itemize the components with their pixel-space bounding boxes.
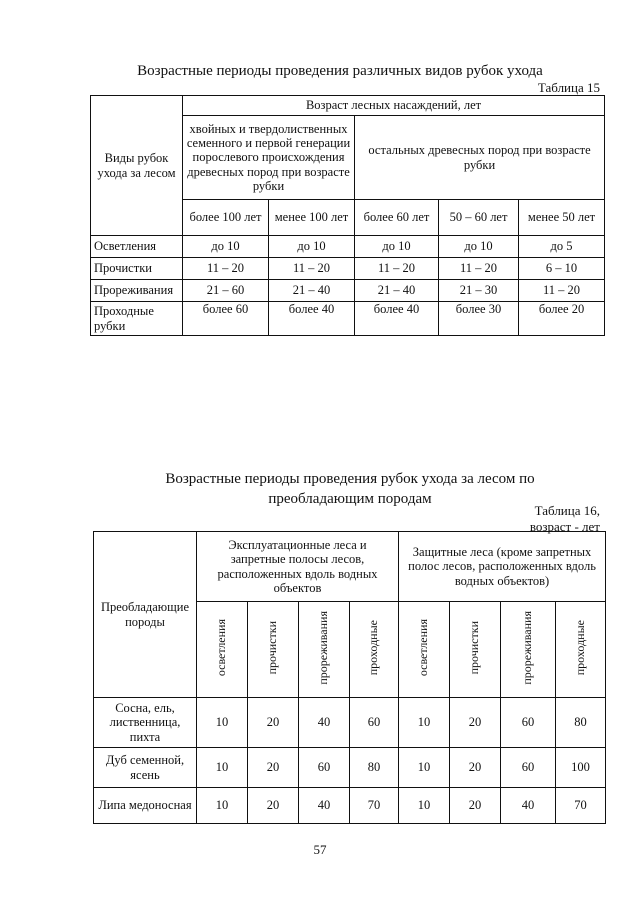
table15-column-header: 50 – 60 лет xyxy=(439,200,519,236)
table15-row-name: Проходные рубки xyxy=(91,302,183,336)
table16-column-label: прочистки xyxy=(265,621,280,675)
table16-cell: 20 xyxy=(248,748,299,788)
table15-cell: более 40 xyxy=(355,302,439,336)
table16-cell: 40 xyxy=(299,788,350,824)
table15-cell: 6 – 10 xyxy=(519,258,605,280)
table16-cell: 20 xyxy=(450,788,501,824)
table16-column-header xyxy=(248,602,299,698)
table16-unit: возраст - лет xyxy=(529,519,600,535)
table16-column-header xyxy=(197,602,248,698)
page-number: 57 xyxy=(313,842,327,857)
table16-group1-header: Эксплуатационные леса и запретные полосы лесов, расположенных вдоль водных объектов xyxy=(197,532,399,602)
table16-cell: 100 xyxy=(556,748,606,788)
table16-column-label: проходные xyxy=(572,620,587,676)
table16-number: Таблица 16, xyxy=(534,503,600,518)
table16-column-label: прореживания xyxy=(520,610,535,685)
table16-row xyxy=(94,748,606,788)
table15-cell: 11 – 20 xyxy=(439,258,519,280)
table16-column-label: осветления xyxy=(416,619,431,677)
table16-cell: 60 xyxy=(350,698,399,748)
table15-label: Таблица 15 xyxy=(537,80,600,95)
table15-cell: 21 – 60 xyxy=(183,280,269,302)
table15-row xyxy=(91,258,605,280)
table16-cell: 40 xyxy=(299,698,350,748)
table16-cell: 10 xyxy=(399,748,450,788)
table16-cell: 20 xyxy=(450,698,501,748)
table16-cell: 10 xyxy=(197,698,248,748)
table16-column-label: прореживания xyxy=(316,610,331,685)
table15-cell: более 30 xyxy=(439,302,519,336)
table15-row xyxy=(91,236,605,258)
table16-row xyxy=(94,698,606,748)
table15-group2-header: остальных древесных пород при возрасте рубки xyxy=(355,116,605,200)
table16-cell: 70 xyxy=(350,788,399,824)
table15-column-header: менее 100 лет xyxy=(269,200,355,236)
table15-row-name: Прореживания xyxy=(91,280,183,302)
table16-column-label: проходные xyxy=(366,620,381,676)
table16-cell: 10 xyxy=(399,698,450,748)
table15-cell: 11 – 20 xyxy=(355,258,439,280)
table15-row xyxy=(91,280,605,302)
table16-cell: 20 xyxy=(248,788,299,824)
table16-cell: 10 xyxy=(197,788,248,824)
table15-cell: до 5 xyxy=(519,236,605,258)
table16-group2-header: Защитные леса (кроме запретных полос лесов, расположенных вдоль водных объектов) xyxy=(399,532,606,602)
table15-cell: до 10 xyxy=(183,236,269,258)
table16-title: Возрастные периоды проведения рубок ухода за лесом по преобладающим породам xyxy=(165,471,535,507)
table16-column-header xyxy=(399,602,450,698)
table16-row-header: Преобладающие породы xyxy=(94,532,197,698)
table15-cell: более 40 xyxy=(269,302,355,336)
table16-cell: 10 xyxy=(399,788,450,824)
table16-column-header xyxy=(450,602,501,698)
table16-cell: 20 xyxy=(248,698,299,748)
table15-cell: 21 – 40 xyxy=(355,280,439,302)
table15-cell: до 10 xyxy=(355,236,439,258)
table15-title: Возрастные периоды проведения различных видов рубок ухода xyxy=(137,63,543,79)
table15-column-header: менее 50 лет xyxy=(519,200,605,236)
table16-cell: 60 xyxy=(501,748,556,788)
table16-row-name: Дуб семенной, ясень xyxy=(94,748,197,788)
table15-cell: более 20 xyxy=(519,302,605,336)
table16-column-label: прочистки xyxy=(467,621,482,675)
table16-cell: 80 xyxy=(350,748,399,788)
table16-column-header xyxy=(299,602,350,698)
table16-column-header xyxy=(556,602,606,698)
table15-cell: до 10 xyxy=(439,236,519,258)
table16-row-name: Сосна, ель, лиственница, пихта xyxy=(94,698,197,748)
table15-column-header: более 100 лет xyxy=(183,200,269,236)
table15-row-name: Осветления xyxy=(91,236,183,258)
table16-cell: 60 xyxy=(501,698,556,748)
table16-column-header xyxy=(501,602,556,698)
table16-column-label: осветления xyxy=(214,619,229,677)
table15-cell: 21 – 30 xyxy=(439,280,519,302)
table16-cell: 60 xyxy=(299,748,350,788)
table15-cell: 11 – 20 xyxy=(519,280,605,302)
table15-column-header: более 60 лет xyxy=(355,200,439,236)
table16-cell: 40 xyxy=(501,788,556,824)
table15 xyxy=(90,95,605,336)
table16-column-header xyxy=(350,602,399,698)
table16-cell: 10 xyxy=(197,748,248,788)
table15-row-header: Виды рубок ухода за лесом xyxy=(91,96,183,236)
table15-row xyxy=(91,302,605,336)
table15-cell: 11 – 20 xyxy=(183,258,269,280)
table15-age-header: Возраст лесных насаждений, лет xyxy=(183,96,605,116)
table16-cell: 80 xyxy=(556,698,606,748)
table16 xyxy=(93,531,606,824)
table16-row-name: Липа медоносная xyxy=(94,788,197,824)
table16-cell: 70 xyxy=(556,788,606,824)
table15-group1-header: хвойных и твердолиственных семенного и первой генерации порослевого происхождения древесных пород при возрасте рубки xyxy=(183,116,355,200)
table15-cell: до 10 xyxy=(269,236,355,258)
table16-row xyxy=(94,788,606,824)
table15-cell: более 60 xyxy=(183,302,269,336)
table15-cell: 11 – 20 xyxy=(269,258,355,280)
table15-row-name: Прочистки xyxy=(91,258,183,280)
table16-cell: 20 xyxy=(450,748,501,788)
table15-cell: 21 – 40 xyxy=(269,280,355,302)
